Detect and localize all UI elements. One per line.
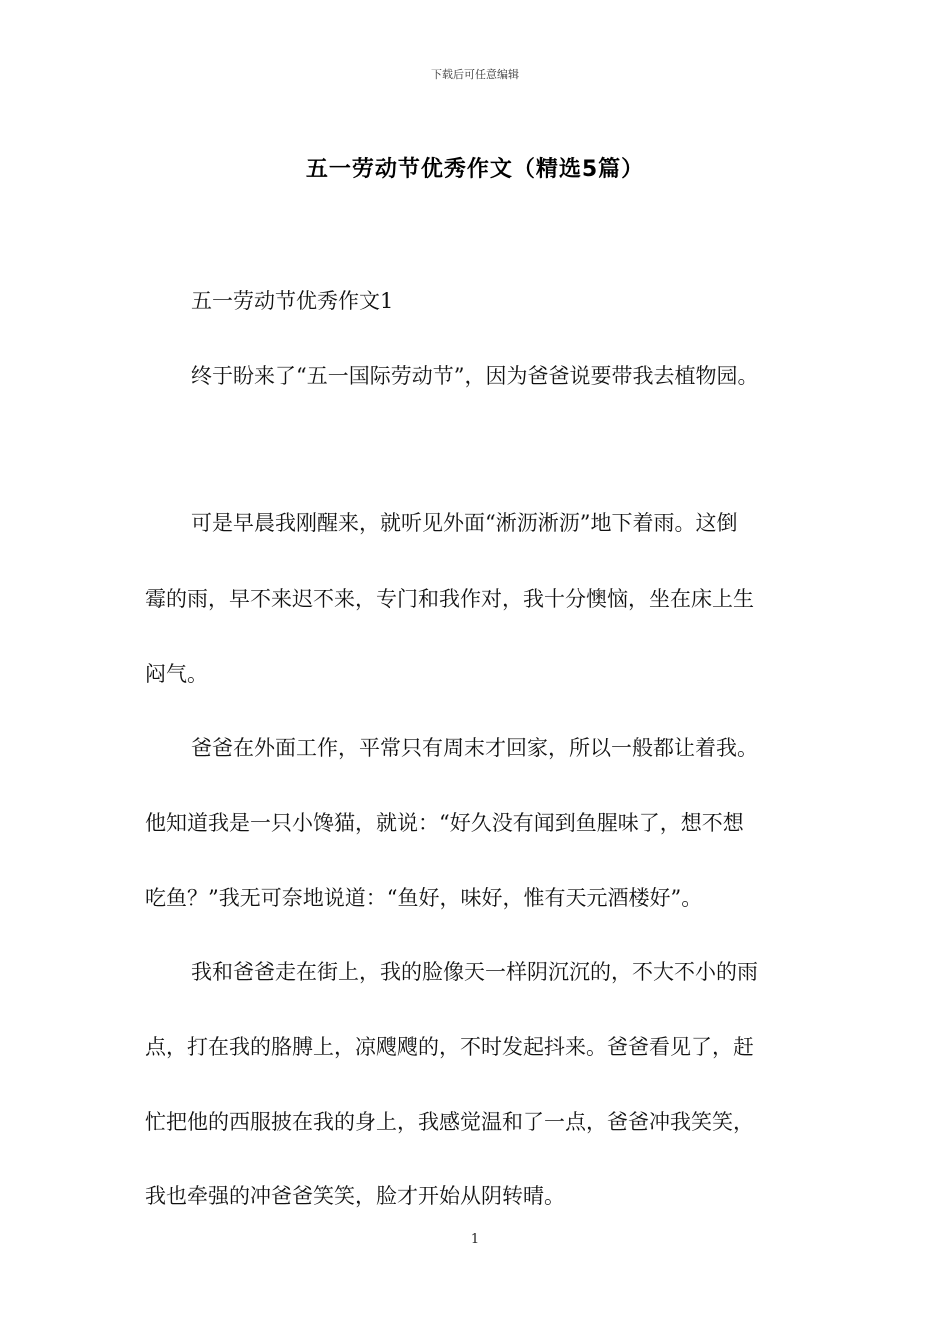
section-heading: 五一劳动节优秀作文1 (191, 289, 394, 313)
paragraph-line: 爸爸在外面工作，平常只有周末才回家，所以一般都让着我。 (191, 736, 758, 760)
document-title: 五一劳动节优秀作文（精选5篇） (305, 157, 645, 182)
paragraph-line: 点，打在我的胳膊上，凉飕飕的，不时发起抖来。爸爸看见了，赶 (145, 1035, 754, 1059)
paragraph-line: 我也牵强的冲爸爸笑笑，脸才开始从阴转晴。 (145, 1184, 565, 1208)
paragraph-line: 可是早晨我刚醒来，就听见外面“淅沥淅沥”地下着雨。这倒 (191, 511, 738, 535)
paragraph-line: 霉的雨，早不来迟不来，专门和我作对，我十分懊恼，坐在床上生 (145, 587, 754, 611)
paragraph-line: 我和爸爸走在街上，我的脸像天一样阴沉沉的，不大不小的雨 (191, 960, 758, 984)
paragraph-line: 闷气。 (145, 662, 208, 686)
paragraph-line: 忙把他的西服披在我的身上，我感觉温和了一点，爸爸冲我笑笑， (145, 1110, 754, 1134)
paragraph-line: 终于盼来了“五一国际劳动节”，因为爸爸说要带我去植物园。 (191, 364, 759, 388)
paragraph-line: 吃鱼？”我无可奈地说道：“鱼好，味好，惟有天元酒楼好”。 (145, 886, 703, 910)
page-number: 1 (470, 1232, 480, 1247)
header-note: 下载后可任意编辑 (431, 68, 519, 81)
paragraph-line: 他知道我是一只小馋猫，就说：“好久没有闻到鱼腥味了，想不想 (145, 811, 744, 835)
